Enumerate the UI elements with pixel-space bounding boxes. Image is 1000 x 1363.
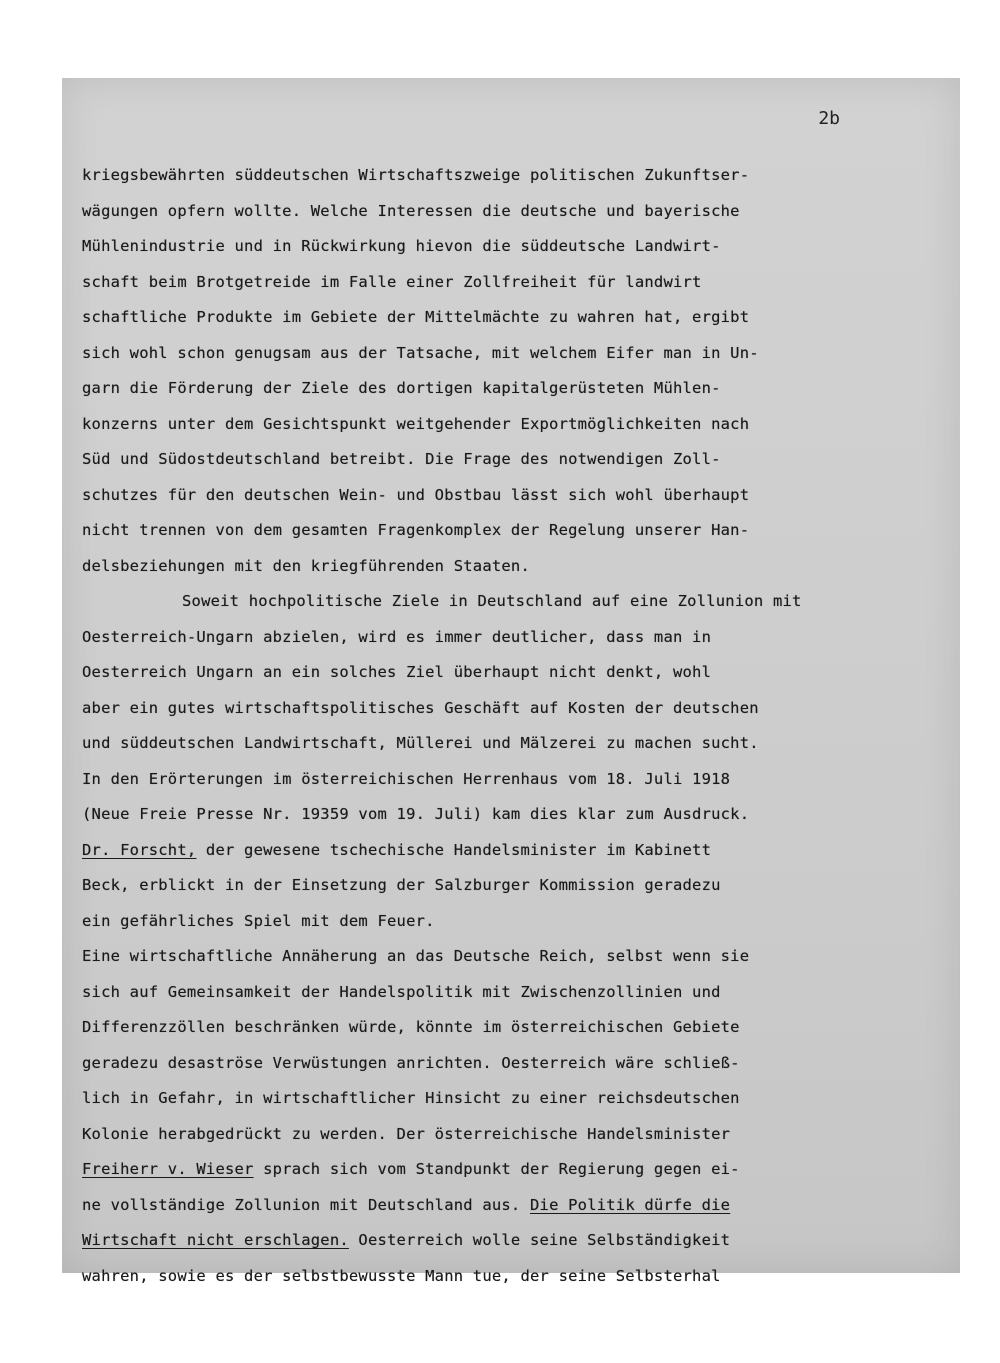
line-text: (Neue Freie Presse Nr. 19359 vom 19. Juli) kam dies klar zum Ausdruck. <box>82 805 750 823</box>
underlined-text: Wirtschaft nicht erschlagen. <box>82 1231 349 1249</box>
text-line <box>82 1010 942 1046</box>
line-text: schutzes für den deutschen Wein- und Obstbau lässt sich wohl überhaupt <box>82 485 750 504</box>
line-text: wahren, sowie es der selbstbewusste Mann tue, der seine Selbsterhal <box>82 1266 721 1285</box>
line-text: Oesterreich-Ungarn abzielen, wird es immer deutlicher, dass man in <box>82 627 712 646</box>
line-text: schaft beim Brotgetreide im Falle einer Zollfreiheit für landwirt <box>82 272 702 291</box>
text-line <box>82 442 942 478</box>
underlined-text: Dr. Forscht, <box>82 840 197 859</box>
line-text: Mühlenindustrie und in Rückwirkung hievon die süddeutsche Landwirt- <box>82 237 721 255</box>
line-text: und süddeutschen Landwirtschaft, Müllerei und Mälzerei zu machen sucht. <box>82 734 759 752</box>
text-line <box>82 229 942 265</box>
line-text: sich auf Gemeinsamkeit der Handelspolitik mit Zwischenzollinien und <box>82 982 721 1001</box>
text-line <box>82 726 942 762</box>
line-text: Beck, erblickt in der Einsetzung der Salzburger Kommission geradezu <box>82 876 721 894</box>
text-line <box>82 975 942 1011</box>
text-line <box>82 158 942 194</box>
text-line <box>82 300 942 336</box>
text-line <box>82 904 942 940</box>
line-text: Oesterreich Ungarn an ein solches Ziel überhaupt nicht denkt, wohl <box>82 663 712 681</box>
text-line <box>82 478 942 514</box>
text-line <box>82 939 942 975</box>
line-text: wägungen opfern wollte. Welche Interessen die deutsche und bayerische <box>82 201 740 220</box>
line-text: ein gefährliches Spiel mit dem Feuer. <box>82 911 435 930</box>
text-line <box>82 371 942 407</box>
text-line <box>82 265 942 301</box>
text-line <box>82 1081 942 1117</box>
document-body <box>82 158 942 1294</box>
line-text: garn die Förderung der Ziele des dortigen kapitalgerüsteten Mühlen- <box>82 379 721 397</box>
text-line <box>82 584 942 620</box>
text-line <box>82 513 942 549</box>
text-line <box>82 549 942 585</box>
line-text: konzerns unter dem Gesichtspunkt weitgehender Exportmöglichkeiten nach <box>82 414 750 433</box>
line-text: aber ein gutes wirtschaftspolitisches Geschäft auf Kosten der deutschen <box>82 698 759 717</box>
line-text: In den Erörterungen im österreichischen Herrenhaus vom 18. Juli 1918 <box>82 769 731 788</box>
line-text: delsbeziehungen mit den kriegführenden Staaten. <box>82 556 530 575</box>
underlined-text: Die Politik dürfe die <box>530 1195 731 1214</box>
text-line <box>82 1223 942 1259</box>
text-line <box>82 797 942 833</box>
text-line <box>82 762 942 798</box>
text-line <box>82 1046 942 1082</box>
text-line <box>82 336 942 372</box>
line-text: sich wohl schon genugsam aus der Tatsache, mit welchem Eifer man in Un- <box>82 343 759 362</box>
text-line <box>82 1259 942 1295</box>
document-page <box>62 78 960 1285</box>
text-line <box>82 620 942 656</box>
text-line <box>82 1188 942 1224</box>
text-line <box>82 1117 942 1153</box>
text-line <box>82 194 942 230</box>
line-text: schaftliche Produkte im Gebiete der Mittelmächte zu wahren hat, ergibt <box>82 308 750 326</box>
line-text: sprach sich vom Standpunkt der Regierung gegen ei- <box>253 1160 740 1178</box>
line-text: Süd und Südostdeutschland betreibt. Die Frage des notwendigen Zoll- <box>82 450 721 468</box>
line-text: ne vollständige Zollunion mit Deutschland aus. <box>82 1195 530 1214</box>
line-text: nicht trennen von dem gesamten Fragenkomplex der Regelung unserer Han- <box>82 521 750 539</box>
text-line <box>82 868 942 904</box>
line-text: Soweit hochpolitische Ziele in Deutschland auf eine Zollunion mit <box>182 592 802 610</box>
text-line <box>82 833 942 869</box>
line-text: Differenzzöllen beschränken würde, könnte im österreichischen Gebiete <box>82 1018 740 1036</box>
line-text: Kolonie herabgedrückt zu werden. Der österreichische Handelsminister <box>82 1124 731 1143</box>
page-number: 2b <box>818 108 840 129</box>
text-line <box>82 655 942 691</box>
text-line <box>82 691 942 727</box>
line-text: Oesterreich wolle seine Selbständigkeit <box>348 1231 731 1249</box>
line-text: Eine wirtschaftliche Annäherung an das Deutsche Reich, selbst wenn sie <box>82 947 750 965</box>
text-line <box>82 1152 942 1188</box>
line-text: geradezu desaströse Verwüstungen anrichten. Oesterreich wäre schließ- <box>82 1053 740 1072</box>
line-text: lich in Gefahr, in wirtschaftlicher Hinsicht zu einer reichsdeutschen <box>82 1089 740 1107</box>
line-text: kriegsbewährten süddeutschen Wirtschaftszweige politischen Zukunftser- <box>82 166 750 184</box>
line-text: der gewesene tschechische Handelsminister im Kabinett <box>196 840 712 859</box>
text-line <box>82 407 942 443</box>
underlined-text: Freiherr v. Wieser <box>82 1160 254 1178</box>
